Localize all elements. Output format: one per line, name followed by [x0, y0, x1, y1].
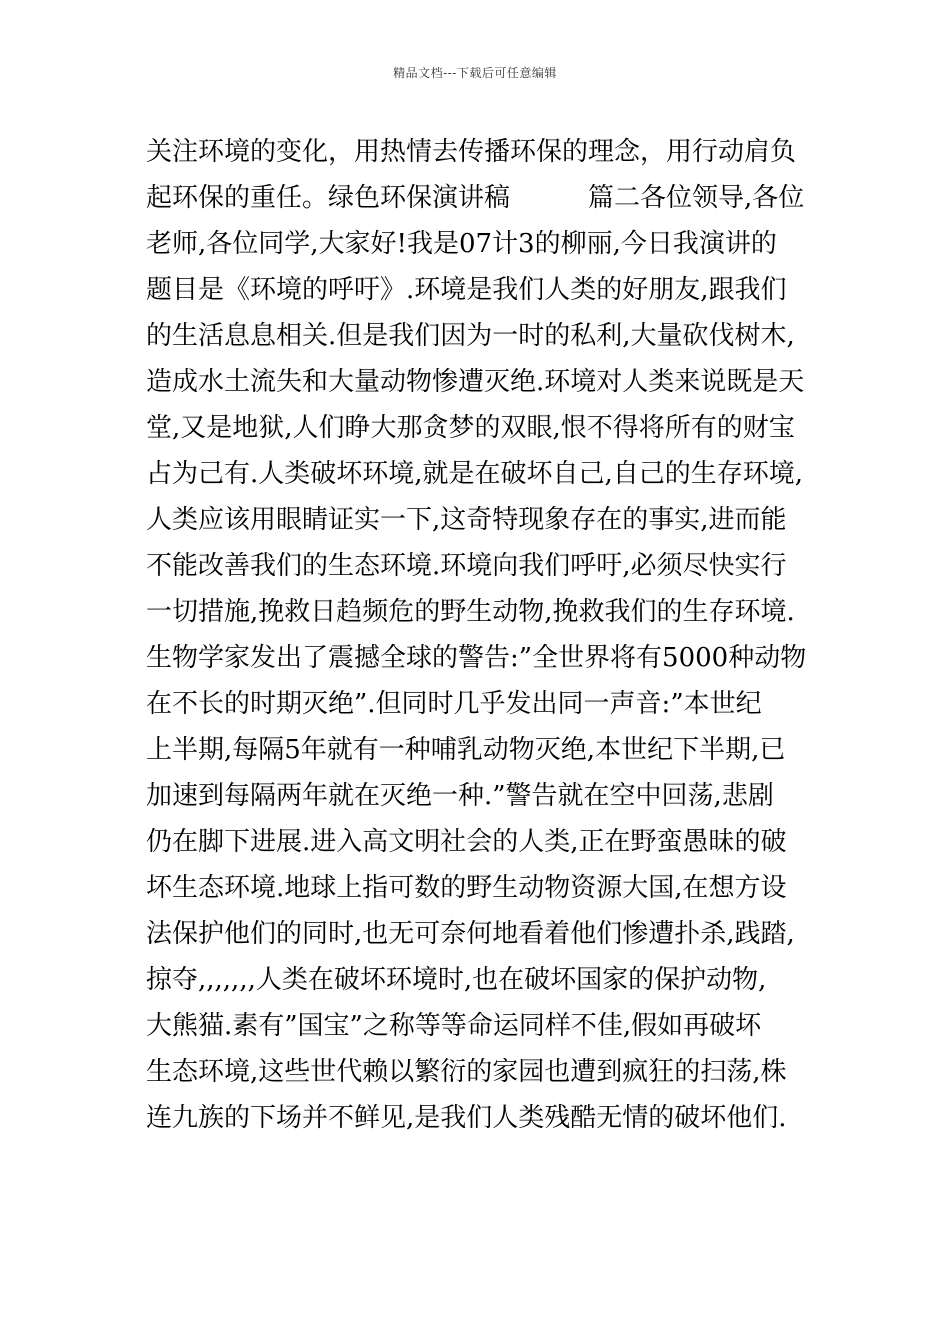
text-line: 仍在脚下进展.进入高文明社会的人类,正在野蛮愚昧的破 [146, 827, 787, 857]
text-line: 坏生态环境.地球上指可数的野生动物资源大国,在想方设 [146, 873, 787, 903]
text-line: 一切措施,挽救日趋频危的野生动物,挽救我们的生存环境. [146, 597, 795, 627]
text-line: 造成水土流失和大量动物惨遭灭绝.环境对人类来说既是天 [146, 367, 805, 397]
text-line: 不能改善我们的生态环境.环境向我们呼吁,必须尽快实行 [146, 551, 787, 581]
text-line: 占为己有.人类破坏环境,就是在破坏自己,自己的生存环境, [146, 459, 804, 489]
text-line: 生态环境,这些世代赖以繁衍的家园也遭到疯狂的扫荡,株 [146, 1057, 787, 1087]
text-line: 加速到每隔两年就在灭绝一种.”警告就在空中回荡,悲剧 [146, 781, 774, 811]
text-line: 人类应该用眼睛证实一下,这奇特现象存在的事实,进而能 [146, 505, 787, 535]
body-text [146, 129, 818, 1141]
text-line: 题目是《环境的呼吁》.环境是我们人类的好朋友,跟我们 [146, 275, 787, 305]
text-line: 上半期,每隔5年就有一种哺乳动物灭绝,本世纪下半期,已 [146, 735, 786, 765]
text-line: 在不长的时期灭绝”.但同时几乎发出同一声音:”本世纪 [146, 689, 762, 719]
text-line: 堂,又是地狱,人们睁大那贪梦的双眼,恨不得将所有的财宝 [146, 413, 795, 443]
text-line: 连九族的下场并不鲜见,是我们人类残酷无情的破坏他们. [146, 1103, 787, 1133]
text-line: 老师,各位同学,大家好!我是07计3的柳丽,今日我演讲的 [146, 229, 777, 259]
page-header: 精品文档---下载后可任意编辑 [393, 66, 557, 80]
text-line: 起环保的重任。绿色环保演讲稿 篇二各位领导,各位 [146, 183, 805, 213]
text-line: 大熊猫.素有”国宝”之称等等命运同样不佳,假如再破坏 [146, 1011, 762, 1041]
text-line: 生物学家发出了震撼全球的警告:”全世界将有5000种动物 [146, 643, 807, 673]
text-line: 关注环境的变化，用热情去传播环保的理念，用行动肩负 [146, 137, 797, 167]
text-line: 掠夺,,,,,,,人类在破坏环境时,也在破坏国家的保护动物, [146, 965, 767, 995]
text-line: 法保护他们的同时,也无可奈何地看着他们惨遭扑杀,践踏, [146, 919, 795, 949]
text-line: 的生活息息相关.但是我们因为一时的私利,大量砍伐树木, [146, 321, 795, 351]
